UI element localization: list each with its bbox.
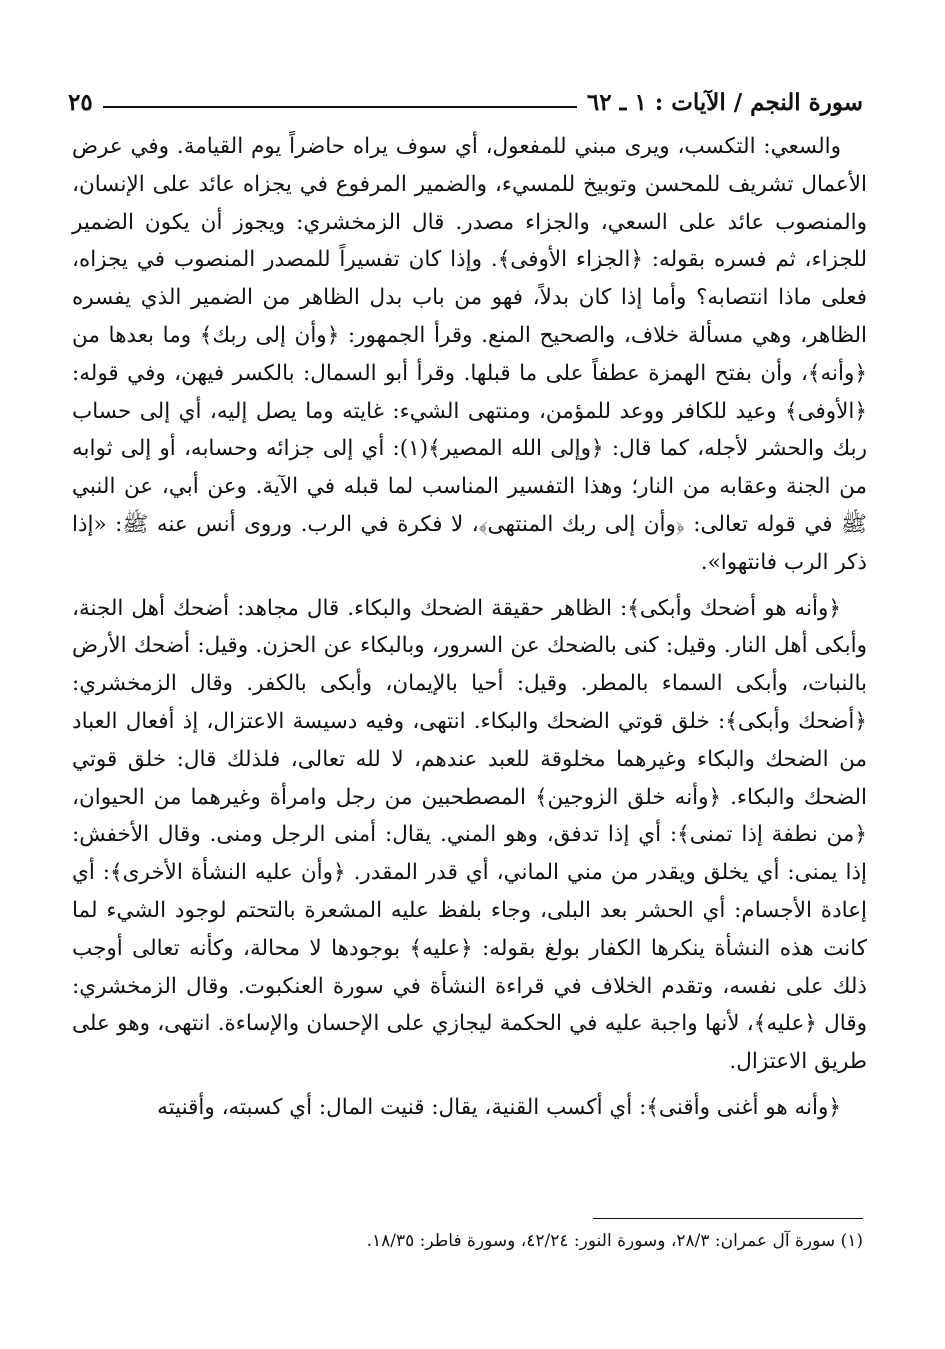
- footnote-separator: [593, 1218, 863, 1219]
- paragraph-1: والسعي: التكسب، ويرى مبني للمفعول، أي سوف يراه حاضراً يوم القيامة. وفي عرض الأعمال تشريف للمحسن وتوبيخ للمسيء، والضمير المرفوع في يجزاه عائد على الإنسان، والمنصوب عائد على السعي، والجزاء مصدر. قال الزمخشري: ويجوز أن يكون الضمير للجزاء، ثم فسره بقوله: ﴿الجزاء الأوفى﴾. وإذا كان تفسيراً للمصدر المنصوب في يجزاه، فعلى ماذا انتصابه؟ وأما إذا كان بدلاً، فهو من باب بدل الظاهر من الضمير الذي يفسره الظاهر، وهي مسألة خلاف، والصحيح المنع. وقرأ الجمهور: ﴿وأن إلى ربك﴾ وما بعدها من ﴿وأنه﴾، وأن بفتح الهمزة عطفاً على ما قبلها. وقرأ أبو السمال: بالكسر فيهن، وفي قوله: ﴿الأوفى﴾ وعيد للكافر ووعد للمؤمن، ومنتهى الشيء: غايته وما يصل إليه، أي إلى حساب ربك والحشر لأجله، كما قال: ﴿وإلى الله المصير﴾(١): أي إلى جزائه وحسابه، أو إلى ثوابه من الجنة وعقابه من النار؛ وهذا التفسير المناسب لما قبله في الآية. وعن أبي، عن النبي ﷺ في قوله تعالى: ﴿وأن إلى ربك المنتهى﴾، لا فكرة في الرب. وروى أنس عنه ﷺ: «إذا ذكر الرب فانتهوا».: [72, 134, 867, 575]
- footnote: (١) سورة آل عمران: ٢٨/٣، وسورة النور: ٤٢/٢٤، وسورة فاطر: ١٨/٣٥.: [366, 1231, 863, 1251]
- paragraph-3: ﴿وأنه هو أغنى وأقنى﴾: أي أكسب القنية، يقال: قنيت المال: أي كسبته، وأقنيته: [157, 1094, 841, 1120]
- paragraph-2: ﴿وأنه هو أضحك وأبكى﴾: الظاهر حقيقة الضحك والبكاء. قال مجاهد: أضحك أهل الجنة، وأبكى أهل النار. وقيل: كنى بالضحك عن السرور، وبالبكاء عن الحزن. وقيل: أضحك الأرض بالنبات، وأبكى السماء بالمطر. وقيل: أحيا بالإيمان، وأبكى بالكفر. وقال الزمخشري: ﴿أضحك وأبكى﴾: خلق قوتي الضحك والبكاء. انتهى، وفيه دسيسة الاعتزال، إذ أفعال العباد من الضحك والبكاء وغيرهما مخلوقة للعبد عندهم، لا لله تعالى، فلذلك قال: خلق قوتي الضحك والبكاء. ﴿وأنه خلق الزوجين﴾ المصطحبين من رجل وامرأة وغيرهما من الحيوان، ﴿من نطفة إذا تمنى﴾: أي إذا تدفق، وهو المني. يقال: أمنى الرجل ومنى. وقال الأخفش: إذا يمنى: أي يخلق ويقدر من مني الماني، أي قدر المقدر. ﴿وأن عليه النشأة الأخرى﴾: أي إعادة الأجسام: أي الحشر بعد البلى، وجاء بلفظ عليه المشعرة بالتحتم لوجود الشيء لما كانت هذه النشأة ينكرها الكفار بولغ بقوله: ﴿عليه﴾ بوجودها لا محالة، وكأنه تعالى أوجب ذلك على نفسه، وتقدم الخلاف في قراءة النشأة في سورة العنكبوت. وقال الزمخشري: وقال ﴿عليه﴾، لأنها واجبة عليه في الحكمة ليجازي على الإحسان والإساءة. انتهى، وهو على طريق الاعتزال.: [72, 595, 867, 1075]
- surah-title: سورة النجم / الآيات : ١ ـ ٦٢: [586, 89, 863, 116]
- body-text: [72, 128, 867, 1135]
- page-number: ٢٥: [68, 89, 93, 116]
- running-header: [68, 82, 863, 116]
- header-rule: [103, 106, 577, 108]
